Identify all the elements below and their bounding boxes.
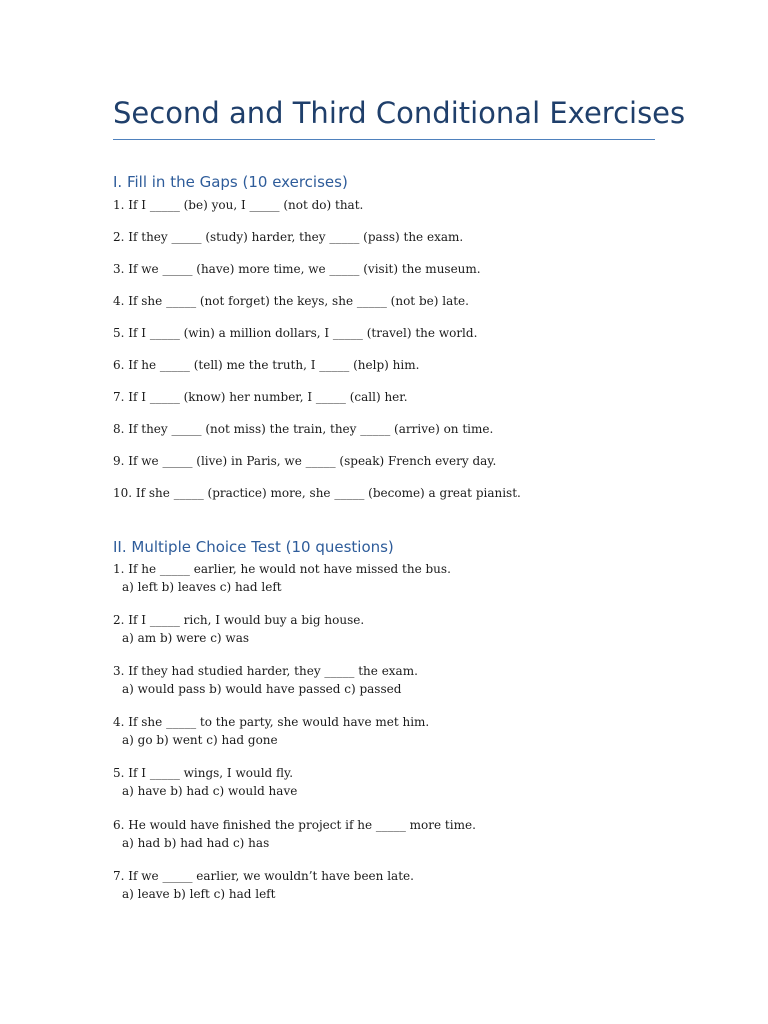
- question-text: 1. If he _____ earlier, he would not have missed the bus.: [113, 562, 451, 576]
- question-text: 5. If I _____ wings, I would fly.: [113, 766, 294, 780]
- question-options: a) left b) leaves c) had left: [122, 580, 282, 594]
- question-options: a) have b) had c) would have: [122, 784, 298, 798]
- exercise-item: 5. If I _____ (win) a million dollars, I _____ (travel) the world.: [113, 326, 478, 340]
- question-options: a) am b) were c) was: [122, 631, 250, 645]
- question-item: [113, 816, 476, 852]
- question-item: [113, 867, 414, 903]
- question-options: a) go b) went c) had gone: [122, 733, 278, 747]
- title-divider: [113, 139, 655, 140]
- exercise-item: 9. If we _____ (live) in Paris, we _____ (speak) French every day.: [113, 454, 497, 468]
- section-heading-fill-gaps: I. Fill in the Gaps (10 exercises): [113, 173, 348, 191]
- question-item: [113, 611, 364, 647]
- question-text: 6. He would have finished the project if he _____ more time.: [113, 818, 476, 832]
- question-text: 4. If she _____ to the party, she would have met him.: [113, 715, 430, 729]
- exercise-item: 7. If I _____ (know) her number, I _____ (call) her.: [113, 390, 408, 404]
- page-title: Second and Third Conditional Exercises: [113, 96, 686, 130]
- exercise-item: 4. If she _____ (not forget) the keys, she _____ (not be) late.: [113, 294, 469, 308]
- question-item: [113, 764, 297, 800]
- exercise-item: 2. If they _____ (study) harder, they _____ (pass) the exam.: [113, 230, 464, 244]
- exercise-item: 8. If they _____ (not miss) the train, they _____ (arrive) on time.: [113, 422, 494, 436]
- section-heading-multiple-choice: II. Multiple Choice Test (10 questions): [113, 538, 394, 556]
- question-options: a) leave b) left c) had left: [122, 887, 276, 901]
- question-options: a) would pass b) would have passed c) passed: [122, 682, 402, 696]
- exercise-item: 1. If I _____ (be) you, I _____ (not do) that.: [113, 198, 364, 212]
- exercise-item: 6. If he _____ (tell) me the truth, I _____ (help) him.: [113, 358, 420, 372]
- question-options: a) had b) had had c) has: [122, 836, 270, 850]
- exercise-item: 10. If she _____ (practice) more, she _____ (become) a great pianist.: [113, 486, 521, 500]
- question-text: 2. If I _____ rich, I would buy a big house.: [113, 613, 365, 627]
- question-item: [113, 713, 429, 749]
- question-text: 7. If we _____ earlier, we wouldn’t have been late.: [113, 869, 414, 883]
- question-text: 3. If they had studied harder, they _____ the exam.: [113, 664, 418, 678]
- exercise-item: 3. If we _____ (have) more time, we _____ (visit) the museum.: [113, 262, 481, 276]
- question-item: [113, 662, 418, 698]
- question-item: [113, 560, 451, 596]
